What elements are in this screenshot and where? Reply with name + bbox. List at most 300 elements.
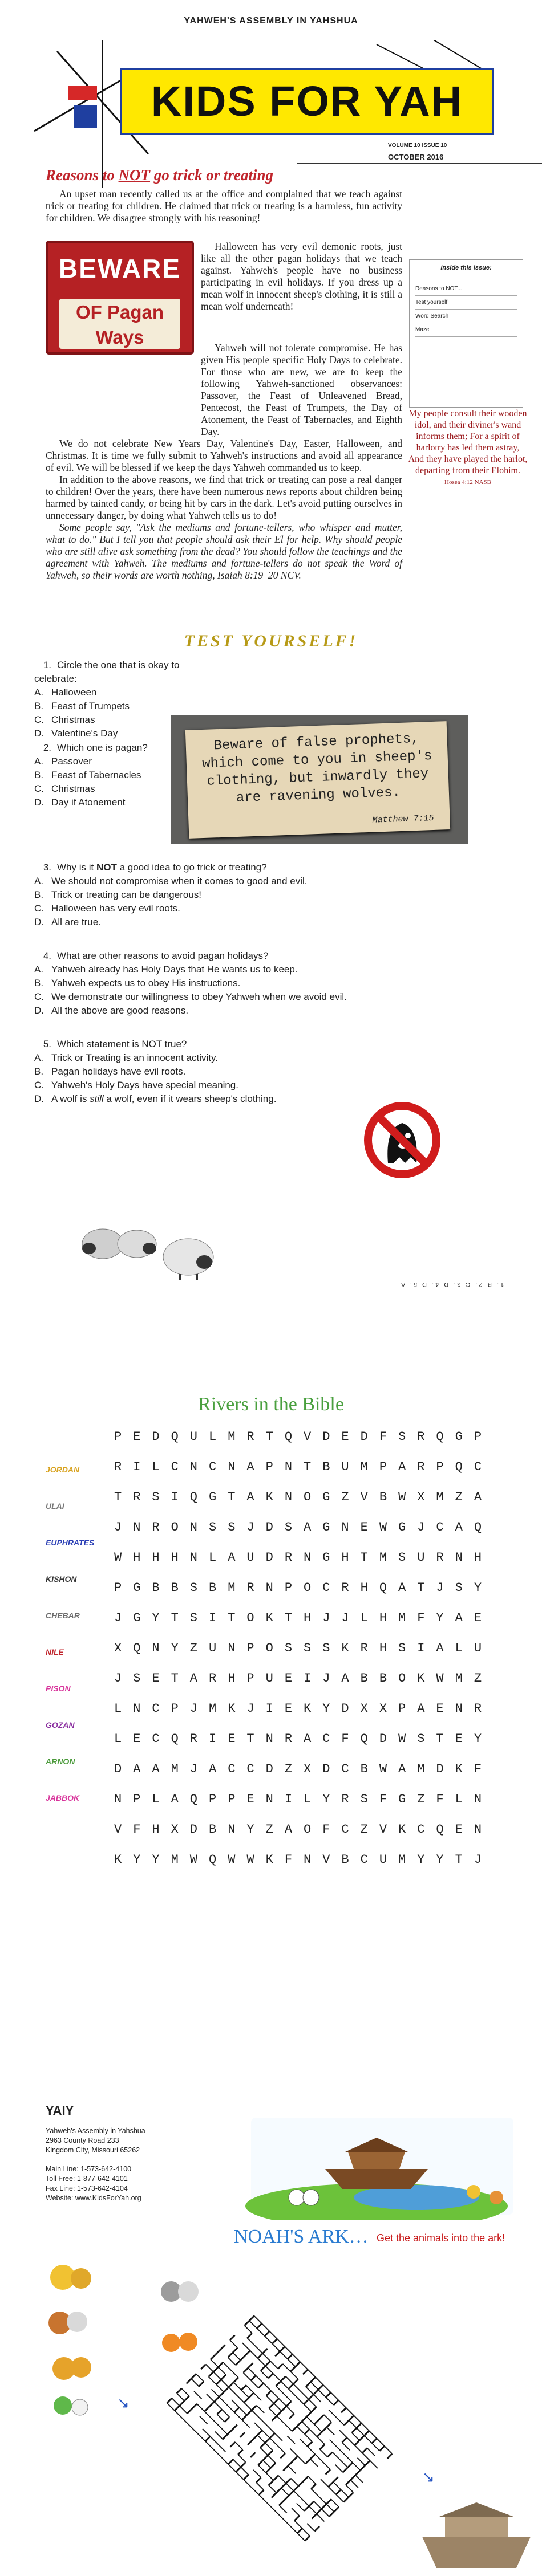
contact-line: Toll Free: 1-877-642-4101 bbox=[46, 2175, 128, 2183]
maze-wall bbox=[357, 2423, 361, 2428]
maze-wall bbox=[229, 2382, 233, 2387]
maze-wall bbox=[290, 2525, 297, 2533]
maze-wall bbox=[181, 2388, 189, 2396]
inside-item[interactable]: Maze bbox=[415, 324, 517, 337]
option-text: a wolf, even if it wears sheep's clothing. bbox=[103, 1093, 277, 1104]
word-search-row[interactable]: TRSIQGTAKNOGZVBWXMZA bbox=[114, 1490, 494, 1504]
option-letter: B. bbox=[34, 770, 44, 780]
maze-wall bbox=[349, 2415, 354, 2420]
maze-wall bbox=[291, 2479, 298, 2486]
word-search-row[interactable]: WHHHNLAUDRNGHTMSURNH bbox=[114, 1551, 494, 1565]
maze-wall bbox=[272, 2493, 276, 2497]
maze-wall bbox=[294, 2486, 298, 2490]
maze-wall bbox=[280, 2351, 288, 2359]
word-search-row[interactable]: VFHXDBNYZAOFCZVKCQEN bbox=[114, 1822, 494, 1837]
maze-wall bbox=[269, 2331, 277, 2339]
maze-wall bbox=[249, 2316, 254, 2321]
maze-wall bbox=[284, 2496, 289, 2500]
maze-wall bbox=[329, 2482, 333, 2487]
maze-wall bbox=[219, 2397, 226, 2404]
word-search-word: GOZAN bbox=[46, 1720, 75, 1729]
maze-wall bbox=[288, 2359, 295, 2366]
maze-wall bbox=[275, 2433, 282, 2440]
maze-wall bbox=[258, 2460, 263, 2465]
answer-option[interactable] bbox=[34, 1051, 354, 1065]
title-part: Reasons to bbox=[46, 166, 119, 184]
maze-wall bbox=[326, 2499, 331, 2504]
ark-maze-title: NOAH'S ARK… bbox=[234, 2226, 369, 2247]
maze-wall bbox=[315, 2526, 319, 2531]
question-number: 4. bbox=[43, 950, 51, 961]
maze-wall bbox=[240, 2355, 245, 2360]
maze-wall bbox=[254, 2393, 261, 2400]
answer-option[interactable] bbox=[34, 902, 434, 915]
maze-wall bbox=[354, 2415, 361, 2423]
maze-wall bbox=[327, 2422, 331, 2427]
divider bbox=[297, 163, 542, 164]
maze-wall bbox=[217, 2410, 221, 2414]
maze-wall bbox=[326, 2504, 334, 2512]
maze-wall bbox=[249, 2321, 257, 2328]
article-intro bbox=[46, 188, 402, 224]
maze-wall bbox=[261, 2371, 268, 2378]
maze-wall bbox=[297, 2422, 301, 2426]
maze-wall bbox=[280, 2346, 285, 2351]
maze-wall bbox=[309, 2429, 317, 2436]
word-search-word: CHEBAR bbox=[46, 1611, 80, 1620]
maze-wall bbox=[258, 2465, 266, 2472]
option-letter: A. bbox=[34, 1052, 44, 1063]
address-line: Kingdom City, Missouri 65262 bbox=[46, 2146, 140, 2154]
word-search-row[interactable]: DAAMJACCDZXDCBWAMDKF bbox=[114, 1762, 494, 1776]
paragraph: Yahweh will not tolerate compromise. He has given His people specific Holy Days to celebrate. For those who are new, we are to keep the following Yahweh-sanctioned observances: Passover, the Feast of Unleavened Bread, Pentecost, the Feast of Trumpets, the Day of Atonement, the Feast of Tabernacles, and Eighth Day. bbox=[201, 342, 402, 437]
maze-wall bbox=[201, 2365, 205, 2369]
maze-wall bbox=[334, 2400, 338, 2405]
option-text: Halloween bbox=[51, 687, 97, 698]
inside-item[interactable]: Word Search bbox=[415, 310, 517, 323]
maze-wall bbox=[296, 2396, 304, 2404]
maze-wall bbox=[326, 2469, 330, 2474]
maze-wall bbox=[305, 2536, 310, 2541]
word-search-row[interactable]: KYYMWQWWKFNVBCUMYYTJ bbox=[114, 1853, 494, 1867]
maze-wall bbox=[277, 2445, 285, 2453]
maze-wall bbox=[279, 2399, 286, 2406]
maze-wall bbox=[258, 2383, 263, 2388]
word-search-row[interactable]: NPLAQPPENILYRSFGZFLN bbox=[114, 1792, 494, 1806]
word-search-title: Rivers in the Bible bbox=[198, 1394, 344, 1415]
maze-wall bbox=[243, 2372, 250, 2380]
maze-wall bbox=[342, 2443, 350, 2450]
maze-wall bbox=[305, 2459, 310, 2464]
option-letter: A. bbox=[34, 876, 44, 886]
sheep-illustration bbox=[74, 1220, 234, 1283]
word-search-row[interactable]: RILCNCNAPNTBUMPARPQC bbox=[114, 1460, 494, 1474]
maze-wall bbox=[310, 2382, 318, 2390]
maze-wall bbox=[228, 2358, 235, 2365]
maze-wall bbox=[286, 2406, 294, 2414]
maze-wall bbox=[290, 2371, 298, 2379]
maze-wall bbox=[323, 2462, 330, 2469]
maze-wall bbox=[304, 2506, 309, 2510]
option-text: Yahweh already has Holy Days that He wants us to keep. bbox=[51, 964, 298, 975]
question-text: Which one is pagan? bbox=[57, 742, 148, 753]
maze-wall bbox=[338, 2400, 346, 2408]
option-letter: C. bbox=[34, 903, 44, 914]
maze-wall bbox=[265, 2443, 273, 2450]
paragraph: Halloween has very evil demonic roots, just like all the other pagan holidays that we teach against. Yahweh's people have no business participating in evil holidays. If you dress up a mean wolf in innocent sheep's clothing, it is still a mean wolf underneath! bbox=[201, 241, 402, 312]
maze-wall bbox=[197, 2404, 204, 2411]
maze-wall bbox=[297, 2528, 302, 2533]
maze-wall bbox=[370, 2461, 377, 2468]
maze-wall bbox=[372, 2443, 379, 2451]
maze-wall bbox=[223, 2362, 230, 2370]
maze-wall bbox=[192, 2404, 197, 2408]
maze-wall bbox=[346, 2485, 353, 2492]
option-text: Day if Atonement bbox=[51, 797, 126, 808]
maze-wall bbox=[316, 2377, 323, 2384]
answer-option[interactable] bbox=[34, 990, 468, 1004]
answer-option[interactable] bbox=[34, 976, 468, 990]
maze-wall bbox=[304, 2404, 311, 2412]
question-number: 5. bbox=[43, 1039, 51, 1049]
maze-wall bbox=[279, 2505, 286, 2513]
sign-line: Ways bbox=[95, 327, 144, 348]
option-text: All are true. bbox=[51, 917, 101, 927]
answer-option[interactable] bbox=[34, 699, 205, 713]
contact-line: Main Line: 1-573-642-4100 bbox=[46, 2165, 132, 2173]
maze-end-arrow-icon: ↘ bbox=[422, 2468, 435, 2485]
maze-wall bbox=[296, 2362, 300, 2366]
article-title bbox=[46, 166, 273, 184]
word-search-word: ARNON bbox=[46, 1757, 75, 1766]
maze-wall bbox=[253, 2470, 261, 2477]
maze-wall bbox=[317, 2432, 322, 2436]
maze-wall bbox=[301, 2392, 308, 2399]
maze-wall bbox=[311, 2484, 316, 2489]
maze-wall bbox=[297, 2504, 304, 2511]
maze-wall bbox=[254, 2316, 261, 2323]
maze-wall bbox=[248, 2363, 253, 2367]
maze-wall bbox=[294, 2491, 301, 2498]
maze-wall bbox=[212, 2419, 220, 2427]
verse-text: Beware of false prophets, which come to you in sheep's clothing, but inwardly they are ravening wolves. bbox=[201, 731, 432, 807]
maze-wall bbox=[309, 2399, 316, 2407]
option-letter: B. bbox=[34, 978, 44, 988]
banner-title: KIDS FOR YAH bbox=[151, 78, 463, 125]
maze-wall bbox=[224, 2387, 228, 2392]
question-5 bbox=[34, 1037, 354, 1106]
option-letter: C. bbox=[34, 1080, 44, 1090]
option-text: A wolf is bbox=[51, 1093, 90, 1104]
maze-wall bbox=[277, 2411, 281, 2416]
maze-wall bbox=[228, 2353, 232, 2357]
maze-wall bbox=[365, 2461, 370, 2465]
maze-wall bbox=[209, 2372, 213, 2376]
maze-wall bbox=[273, 2374, 281, 2381]
maze-wall bbox=[248, 2368, 256, 2375]
maze-wall bbox=[306, 2416, 314, 2424]
maze-wall bbox=[223, 2435, 227, 2439]
word-search-row[interactable]: PGBBSBMRNPOCRHQATJSY bbox=[114, 1581, 494, 1595]
maze-wall bbox=[236, 2472, 244, 2479]
maze-wall bbox=[272, 2344, 280, 2351]
maze-wall bbox=[336, 2489, 341, 2494]
maze-wall bbox=[180, 2406, 187, 2413]
option-text: Trick or Treating is an innocent activity. bbox=[51, 1052, 218, 1063]
answer-option[interactable] bbox=[34, 1079, 354, 1092]
question-text: a good idea to go trick or treating? bbox=[116, 862, 267, 873]
maze-wall bbox=[317, 2509, 321, 2513]
maze-wall bbox=[253, 2435, 257, 2440]
maze-wall bbox=[266, 2473, 273, 2480]
maze-wall bbox=[269, 2480, 273, 2485]
option-letter: D. bbox=[34, 1093, 44, 1104]
maze-wall bbox=[206, 2365, 213, 2372]
maze-wall bbox=[222, 2410, 229, 2417]
maze-wall bbox=[302, 2422, 309, 2429]
maze-wall bbox=[214, 2397, 219, 2402]
maze-wall bbox=[221, 2456, 228, 2464]
maze-wall bbox=[274, 2399, 278, 2403]
maze-wall bbox=[355, 2471, 360, 2475]
maze-wall bbox=[219, 2362, 223, 2367]
maze-wall bbox=[232, 2400, 239, 2407]
maze-wall bbox=[357, 2428, 364, 2435]
option-text: Christmas bbox=[51, 714, 95, 725]
maze-wall bbox=[319, 2497, 326, 2504]
maze-wall bbox=[216, 2384, 224, 2392]
maze-wall bbox=[305, 2429, 309, 2433]
maze-wall bbox=[277, 2416, 284, 2423]
maze-wall bbox=[209, 2402, 214, 2406]
option-emphasis: still bbox=[90, 1093, 104, 1104]
maze-wall bbox=[259, 2490, 264, 2494]
maze-wall bbox=[252, 2406, 256, 2410]
maze-wall bbox=[230, 2335, 234, 2340]
maze-wall bbox=[194, 2391, 201, 2399]
sign-line: BEWARE bbox=[59, 254, 181, 283]
maze-wall bbox=[311, 2489, 318, 2496]
answer-option[interactable] bbox=[34, 1065, 354, 1079]
maze-wall bbox=[266, 2502, 274, 2510]
word-search-row[interactable]: LNCPJMKJIEKYDXXPAENR bbox=[114, 1702, 494, 1716]
maze-wall bbox=[294, 2516, 299, 2520]
maze-wall bbox=[302, 2416, 306, 2421]
test-title: TEST YOURSELF! bbox=[184, 632, 358, 650]
maze-wall bbox=[301, 2498, 309, 2506]
maze-wall bbox=[355, 2475, 363, 2483]
maze-wall bbox=[266, 2391, 271, 2395]
maze-wall bbox=[306, 2382, 310, 2387]
maze-wall bbox=[279, 2501, 284, 2505]
word-search-row[interactable]: JGYTSITOKTHJJLHMFYAE bbox=[114, 1611, 494, 1625]
maze-wall bbox=[233, 2378, 238, 2382]
answer-option[interactable] bbox=[34, 963, 468, 976]
maze-wall bbox=[211, 2359, 218, 2367]
maze-wall bbox=[220, 2345, 225, 2350]
maze-wall bbox=[343, 2497, 348, 2502]
word-search-row[interactable]: PEDQULMRTQVDEDFSRQGP bbox=[114, 1430, 494, 1444]
maze-wall bbox=[264, 2383, 271, 2391]
maze-wall bbox=[305, 2434, 312, 2441]
maze-wall bbox=[257, 2329, 264, 2336]
website-link[interactable]: Website: www.KidsForYah.org bbox=[46, 2194, 141, 2202]
maze-wall bbox=[341, 2408, 346, 2412]
option-letter: C. bbox=[34, 783, 44, 794]
word-search-row[interactable]: LECQRIETNRACFQDWSTEY bbox=[114, 1732, 494, 1746]
maze-wall bbox=[288, 2466, 296, 2473]
maze-wall bbox=[282, 2518, 289, 2525]
maze-wall bbox=[364, 2431, 369, 2435]
answer-option[interactable] bbox=[34, 874, 434, 888]
answer-option[interactable] bbox=[34, 1004, 468, 1018]
maze-wall bbox=[233, 2348, 237, 2353]
maze-wall bbox=[256, 2477, 261, 2482]
maze-wall bbox=[177, 2388, 181, 2393]
maze-wall bbox=[252, 2410, 259, 2418]
word-search-word: PISON bbox=[46, 1684, 71, 1693]
maze-wall bbox=[312, 2407, 316, 2412]
answer-option[interactable] bbox=[34, 1092, 354, 1106]
no-ghost-icon bbox=[362, 1100, 442, 1180]
maze-wall bbox=[255, 2346, 262, 2353]
maze-wall bbox=[211, 2355, 215, 2359]
maze-wall bbox=[281, 2483, 286, 2488]
maze-wall bbox=[278, 2476, 286, 2483]
maze-wall bbox=[307, 2524, 314, 2531]
maze-wall bbox=[251, 2380, 258, 2388]
maze-wall bbox=[355, 2440, 359, 2445]
word-search-word: NILE bbox=[46, 1647, 64, 1657]
maze-wall bbox=[329, 2487, 336, 2494]
maze-wall bbox=[293, 2354, 300, 2362]
word-search-word: KISHON bbox=[46, 1574, 77, 1584]
maze-wall bbox=[232, 2425, 237, 2430]
maze-wall bbox=[282, 2406, 286, 2411]
maze-wall bbox=[241, 2462, 245, 2467]
word-search-row[interactable]: XQNYZUNPOSSSKRHSIALU bbox=[114, 1641, 494, 1655]
maze-wall bbox=[204, 2407, 209, 2411]
option-letter: D. bbox=[34, 917, 44, 927]
maze-wall bbox=[385, 2446, 392, 2453]
maze-wall bbox=[276, 2488, 281, 2493]
maze-wall bbox=[196, 2374, 204, 2382]
maze-wall bbox=[241, 2390, 249, 2398]
maze-wall bbox=[257, 2435, 265, 2443]
word-search-row[interactable]: JNRONSSJDSAGNEWGJCAQ bbox=[114, 1520, 494, 1535]
maze-wall bbox=[242, 2343, 250, 2350]
maze-wall bbox=[241, 2385, 246, 2390]
false-prophets-verse-image bbox=[171, 715, 468, 844]
maze-wall bbox=[266, 2396, 274, 2403]
maze-wall bbox=[345, 2455, 353, 2463]
answer-option[interactable] bbox=[34, 888, 434, 902]
maze-wall bbox=[346, 2480, 350, 2485]
question-4 bbox=[34, 949, 468, 1018]
maze-wall bbox=[308, 2476, 316, 2484]
maze-wall bbox=[213, 2449, 220, 2456]
question-number: 2. bbox=[43, 742, 51, 753]
maze-wall bbox=[256, 2375, 263, 2383]
title-part: go trick or treating bbox=[150, 166, 274, 184]
maze-wall bbox=[273, 2476, 278, 2480]
maze-wall bbox=[300, 2439, 307, 2446]
word-search-row[interactable]: JSETARHPUEIJABBOKWMZ bbox=[114, 1671, 494, 1686]
maze-wall bbox=[340, 2460, 347, 2467]
maze-wall bbox=[205, 2441, 213, 2449]
maze-wall bbox=[263, 2455, 268, 2460]
maze-wall bbox=[271, 2391, 278, 2398]
maze-wall bbox=[308, 2370, 315, 2377]
verse-card bbox=[185, 721, 450, 839]
answer-option[interactable] bbox=[34, 686, 205, 699]
maze-wall bbox=[281, 2381, 288, 2388]
maze-wall bbox=[355, 2445, 362, 2453]
inside-item[interactable]: Test yourself! bbox=[415, 296, 517, 310]
ark-maze[interactable] bbox=[86, 2292, 474, 2565]
maze-wall bbox=[230, 2340, 237, 2347]
maze-wall bbox=[244, 2326, 252, 2333]
maze-wall bbox=[167, 2403, 175, 2410]
maze-wall bbox=[339, 2430, 347, 2437]
maze-wall bbox=[175, 2411, 182, 2418]
maze-wall bbox=[275, 2351, 280, 2356]
maze-wall bbox=[322, 2509, 329, 2516]
maze-wall bbox=[387, 2454, 392, 2459]
option-letter: A. bbox=[34, 964, 44, 975]
maze-wall bbox=[270, 2433, 274, 2437]
maze-wall bbox=[349, 2492, 353, 2497]
maze-wall bbox=[293, 2384, 301, 2391]
option-text: Pagan holidays have evil roots. bbox=[51, 1066, 186, 1077]
noahs-ark-illustration bbox=[228, 2112, 531, 2220]
maze-wall bbox=[191, 2379, 199, 2386]
option-text: Halloween has very evil roots. bbox=[51, 903, 180, 914]
yaiy-logo: YAIY bbox=[46, 2103, 74, 2118]
maze-wall bbox=[326, 2392, 330, 2397]
maze-wall bbox=[265, 2366, 273, 2373]
maze-wall bbox=[310, 2377, 315, 2382]
maze-wall bbox=[172, 2398, 179, 2406]
maze-wall bbox=[249, 2393, 253, 2398]
option-letter: D. bbox=[34, 1005, 44, 1016]
maze-wall bbox=[333, 2482, 341, 2489]
inside-item[interactable]: Reasons to NOT... bbox=[415, 283, 517, 296]
contact-line: Fax Line: 1-573-642-4104 bbox=[46, 2184, 128, 2192]
maze-wall bbox=[344, 2420, 349, 2425]
maze-wall bbox=[267, 2426, 274, 2433]
maze-wall bbox=[242, 2415, 246, 2420]
maze-wall bbox=[260, 2443, 265, 2447]
answer-option[interactable] bbox=[34, 915, 434, 929]
maze-wall bbox=[262, 2431, 270, 2438]
volume-label: VOLUME 10 ISSUE 10 bbox=[388, 143, 447, 149]
maze-wall bbox=[228, 2459, 233, 2464]
maze-wall bbox=[207, 2394, 214, 2402]
maze-wall bbox=[221, 2379, 228, 2387]
maze-wall bbox=[372, 2439, 377, 2443]
maze-wall bbox=[283, 2466, 288, 2471]
maze-wall bbox=[290, 2367, 295, 2371]
maze-wall bbox=[317, 2437, 325, 2444]
question-number: 1. bbox=[43, 660, 51, 670]
maze-wall bbox=[167, 2398, 172, 2403]
paragraph: Some people say, "Ask the mediums and fortune-tellers, who whisper and mutter, what to do." But I tell you that people should ask their El for help. Why should people who are still alive ask something from the dead? You should follow the teachings and the agreement with Yahweh. The mediums and fortune-tellers do not speak the Word of Yahweh, so their words are worth nothing, Isaiah 8:19–20 NCV. bbox=[46, 522, 402, 581]
word-search-word: ULAI bbox=[46, 1501, 64, 1511]
maze-wall bbox=[281, 2488, 289, 2496]
maze-wall bbox=[312, 2514, 317, 2518]
maze-wall bbox=[298, 2456, 305, 2464]
